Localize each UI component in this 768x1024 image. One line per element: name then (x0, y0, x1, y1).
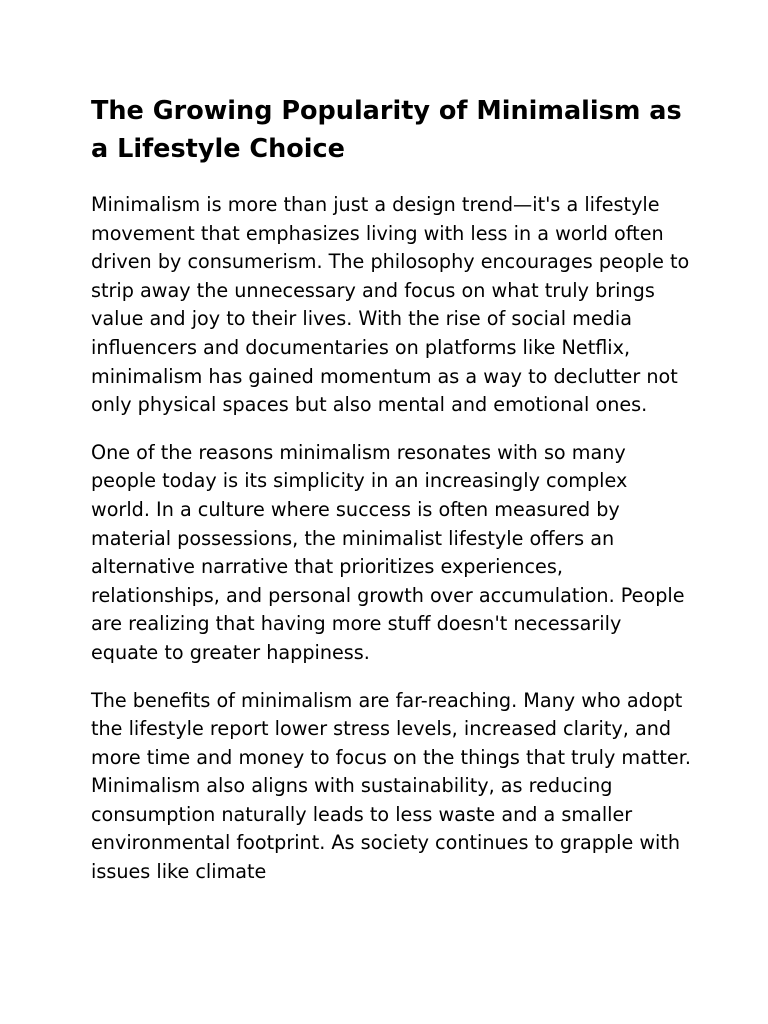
article-paragraph: The benefits of minimalism are far-reaching. Many who adopt the lifestyle report lower stress levels, increased clarity, and more time and money to focus on the things that truly matter. Minimalism also aligns with sustainability, as reducing consumption naturally leads to less waste and a smaller environmental footprint. As society continues to grapple with issues like climate (91, 688, 691, 884)
article-paragraph: Minimalism is more than just a design trend—it's a lifestyle movement that emphasizes living with less in a world often driven by consumerism. The philosophy encourages people to strip away the unnecessary and focus on what truly brings value and joy to their lives. With the rise of social media influencers and documentaries on platforms like Netflix, minimalism has gained momentum as a way to declutter not only physical spaces but also mental and emotional ones. (91, 193, 690, 417)
article-paragraph: One of the reasons minimalism resonates with so many people today is its simplicity in an increasingly complex world. In a culture where success is often measured by material possessions, the minimalist lifestyle offers an alternative narrative that prioritizes experiences, relationships, and personal growth over accumulation. People are realizing that having more stuff doesn't necessarily equate to greater happiness. (91, 440, 685, 664)
document-page (91, 92, 691, 906)
article-title: The Growing Popularity of Minimalism as a Lifestyle Choice (91, 96, 682, 164)
